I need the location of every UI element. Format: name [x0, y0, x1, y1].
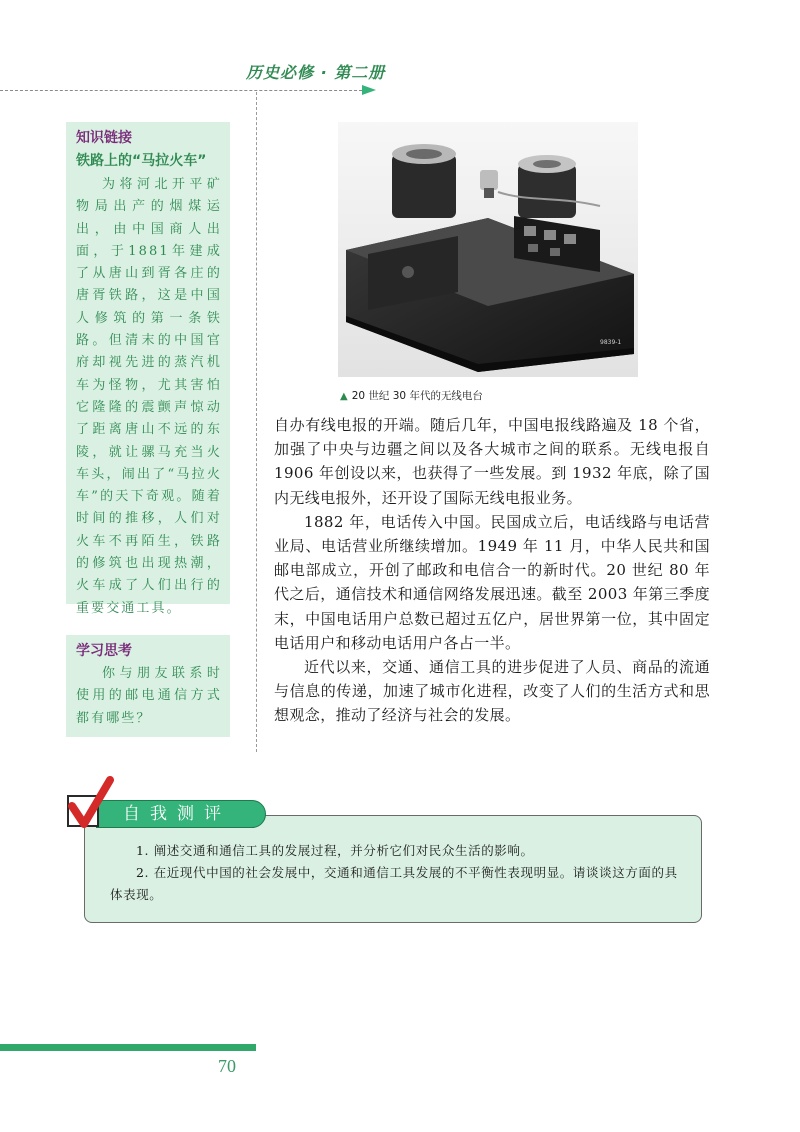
knowledge-link-body: 为将河北开平矿物局出产的烟煤运出，由中国商人出面，于1881年建成了从唐山到胥各庄的唐胥铁路，这是中国人修筑的第一条铁路。但清末的中国官府却视先进的蒸汽机车为怪物，尤其害怕它隆隆的震颤声惊动了距离唐山不远的东陵，就让骡马充当火车头，闹出了“马拉火车”的天下奇观。随着时间的推移，人们对火车不再陌生，铁路的修筑也出现热潮，火车成了人们出行的重要交通工具。 [76, 177, 222, 616]
knowledge-link-box [66, 122, 230, 616]
page-number: 70 [218, 1056, 236, 1076]
checkmark-icon [64, 776, 114, 832]
study-thinking-box [66, 635, 230, 737]
header-arrow-icon [362, 85, 376, 95]
caption-text: 20 世纪 30 年代的无线电台 [351, 390, 483, 402]
footer-bar [0, 1044, 256, 1051]
caption-triangle-icon: ▲ [340, 391, 348, 402]
paragraph-2: 1882 年，电话传入中国。民国成立后，电话线路与电话营业局、电话营业所继续增加。1949 年 11 月，中华人民共和国邮电部成立，开创了邮政和电信合一的新时代。20 世纪 80 年代之后，通信技术和通信网络发展迅速。截至 2003 年第三季度末，中国电话用户总数已超过五亿户，居世界第一位，其中固定电话用户和移动电话用户各占一半。 [274, 512, 710, 652]
study-thinking-body: 你与朋友联系时使用的邮电通信方式都有哪些？ [76, 666, 222, 726]
column-divider [256, 92, 257, 752]
study-thinking-heading: 学习思考 [76, 643, 132, 659]
book-title: 历史必修 · 第二册 [246, 63, 386, 82]
knowledge-link-subheading: 铁路上的“马拉火车” [76, 153, 207, 169]
photo-label: 9839-1 [600, 339, 622, 346]
paragraph-1: 自办有线电报的开端。随后几年，中国电报线路遍及 18 个省，加强了中央与边疆之间以及各大城市之间的联系。无线电报自 1906 年创设以来，也获得了一些发展。到 1932 年底，除了国内无线电报外，还开设了国际无线电报业务。 [274, 416, 710, 507]
photo-caption [340, 388, 483, 403]
radio-station-illustration [338, 122, 638, 377]
radio-station-photo [338, 122, 638, 377]
assessment-question-2: 2. 在近现代中国的社会发展中，交通和通信工具发展的不平衡性表现明显。请谈谈这方面的具体表现。 [110, 865, 678, 902]
knowledge-link-heading: 知识链接 [76, 130, 132, 146]
main-body-text [274, 413, 710, 728]
self-assessment-tab: 自我测评 [96, 800, 266, 828]
header-divider [0, 90, 372, 91]
paragraph-3: 近代以来，交通、通信工具的进步促进了人员、商品的流通与信息的传递，加速了城市化进程，改变了人们的生活方式和思想观念，推动了经济与社会的发展。 [274, 658, 710, 725]
assessment-question-1: 1. 阐述交通和通信工具的发展过程，并分析它们对民众生活的影响。 [136, 843, 534, 858]
